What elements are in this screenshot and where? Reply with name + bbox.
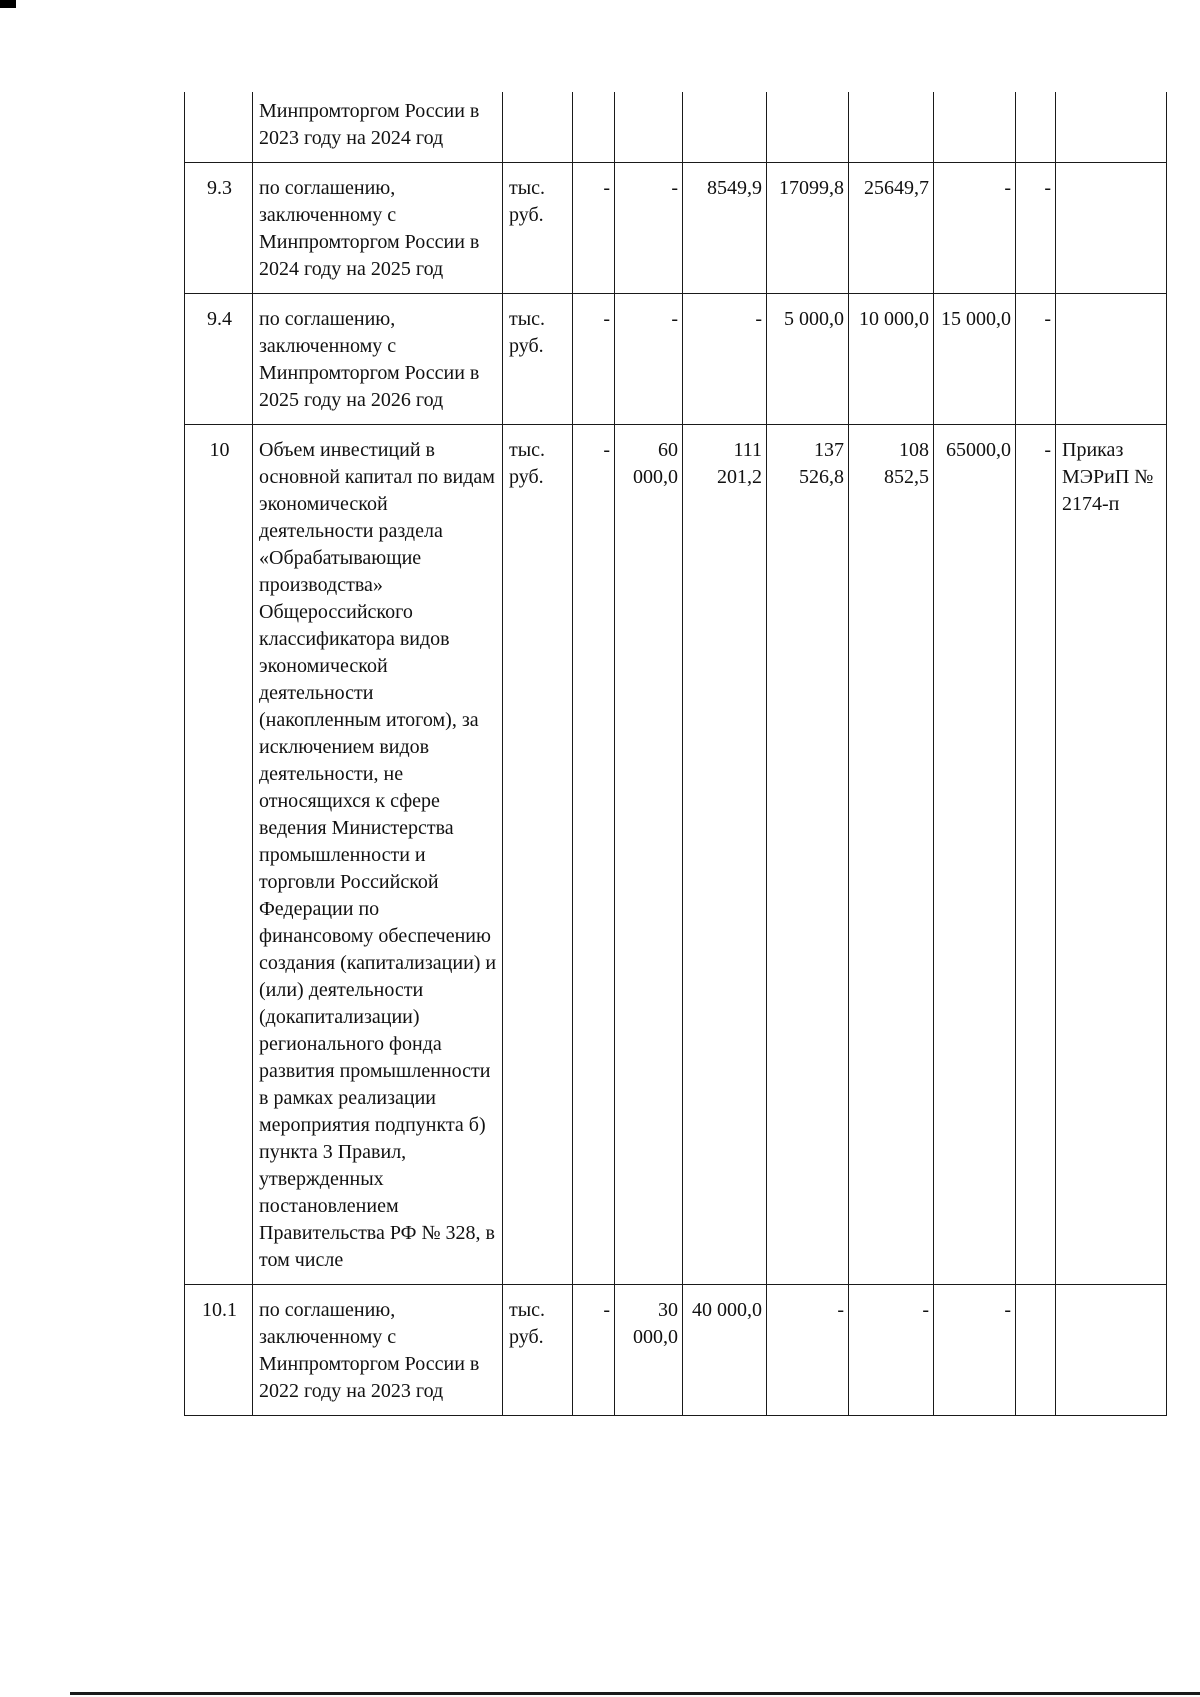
row-value: - bbox=[934, 163, 1016, 294]
row-value bbox=[573, 92, 615, 163]
row-unit: тыс. руб. bbox=[503, 1285, 573, 1416]
row-value: 17099,8 bbox=[767, 163, 849, 294]
row-description: по соглашению, заключенному с Минпромторгом России в 2025 году на 2026 год bbox=[253, 294, 503, 425]
row-value: 60 000,0 bbox=[615, 425, 683, 1285]
row-value: - bbox=[849, 1285, 934, 1416]
row-value: - bbox=[683, 294, 767, 425]
row-value: 40 000,0 bbox=[683, 1285, 767, 1416]
table-body bbox=[185, 92, 1167, 1416]
row-number: 9.4 bbox=[185, 294, 253, 425]
row-value: 15 000,0 bbox=[934, 294, 1016, 425]
row-value bbox=[849, 92, 934, 163]
row-value: - bbox=[767, 1285, 849, 1416]
indicators-table bbox=[184, 92, 1167, 1416]
row-value bbox=[767, 92, 849, 163]
row-value: 111 201,2 bbox=[683, 425, 767, 1285]
row-value: 30 000,0 bbox=[615, 1285, 683, 1416]
row-value: - bbox=[573, 1285, 615, 1416]
row-description: по соглашению, заключенному с Минпромторгом России в 2024 году на 2025 год bbox=[253, 163, 503, 294]
row-value: - bbox=[573, 163, 615, 294]
row-value: 5 000,0 bbox=[767, 294, 849, 425]
row-number: 10.1 bbox=[185, 1285, 253, 1416]
row-description: Объем инвестиций в основной капитал по видам экономической деятельности раздела «Обрабатывающие производства» Общероссийского классификатора видов экономической деятельности (накопленным итогом), за исключением видов деятельности, не относящихся к сфере ведения Министерства промышленности и торговли Российской Федерации по финансовому обеспечению создания (капитализации) и (или) деятельности (докапитализации) регионального фонда развития промышленности в рамках реализации мероприятия подпункта б) пункта 3 Правил, утвержденных постановлением Правительства РФ № 328, в том числе bbox=[253, 425, 503, 1285]
row-source bbox=[1056, 163, 1167, 294]
row-number: 10 bbox=[185, 425, 253, 1285]
table-row bbox=[185, 163, 1167, 294]
row-description: Минпромторгом России в 2023 году на 2024 год bbox=[253, 92, 503, 163]
row-value: - bbox=[1016, 163, 1056, 294]
row-value: 8549,9 bbox=[683, 163, 767, 294]
row-value: - bbox=[934, 1285, 1016, 1416]
row-unit bbox=[503, 92, 573, 163]
row-unit: тыс. руб. bbox=[503, 294, 573, 425]
table-row bbox=[185, 294, 1167, 425]
row-value: - bbox=[615, 163, 683, 294]
row-value bbox=[615, 92, 683, 163]
table-row bbox=[185, 1285, 1167, 1416]
row-unit: тыс. руб. bbox=[503, 163, 573, 294]
row-value: - bbox=[1016, 425, 1056, 1285]
row-source: Приказ МЭРиП № 2174-п bbox=[1056, 425, 1167, 1285]
row-unit: тыс. руб. bbox=[503, 425, 573, 1285]
row-value bbox=[934, 92, 1016, 163]
row-value: - bbox=[1016, 294, 1056, 425]
row-value bbox=[1016, 92, 1056, 163]
row-source bbox=[1056, 92, 1167, 163]
row-value: 25649,7 bbox=[849, 163, 934, 294]
row-source bbox=[1056, 294, 1167, 425]
row-value: - bbox=[615, 294, 683, 425]
row-value: 108 852,5 bbox=[849, 425, 934, 1285]
row-value: 137 526,8 bbox=[767, 425, 849, 1285]
row-description: по соглашению, заключенному с Минпромторгом России в 2022 году на 2023 год bbox=[253, 1285, 503, 1416]
row-value bbox=[1016, 1285, 1056, 1416]
row-number: 9.3 bbox=[185, 163, 253, 294]
row-number bbox=[185, 92, 253, 163]
row-value: - bbox=[573, 294, 615, 425]
scan-corner-mark bbox=[0, 0, 16, 8]
row-value: 65000,0 bbox=[934, 425, 1016, 1285]
row-value bbox=[683, 92, 767, 163]
row-value: - bbox=[573, 425, 615, 1285]
table-row bbox=[185, 425, 1167, 1285]
footer-divider bbox=[70, 1692, 1200, 1695]
row-source bbox=[1056, 1285, 1167, 1416]
row-value: 10 000,0 bbox=[849, 294, 934, 425]
table-row bbox=[185, 92, 1167, 163]
